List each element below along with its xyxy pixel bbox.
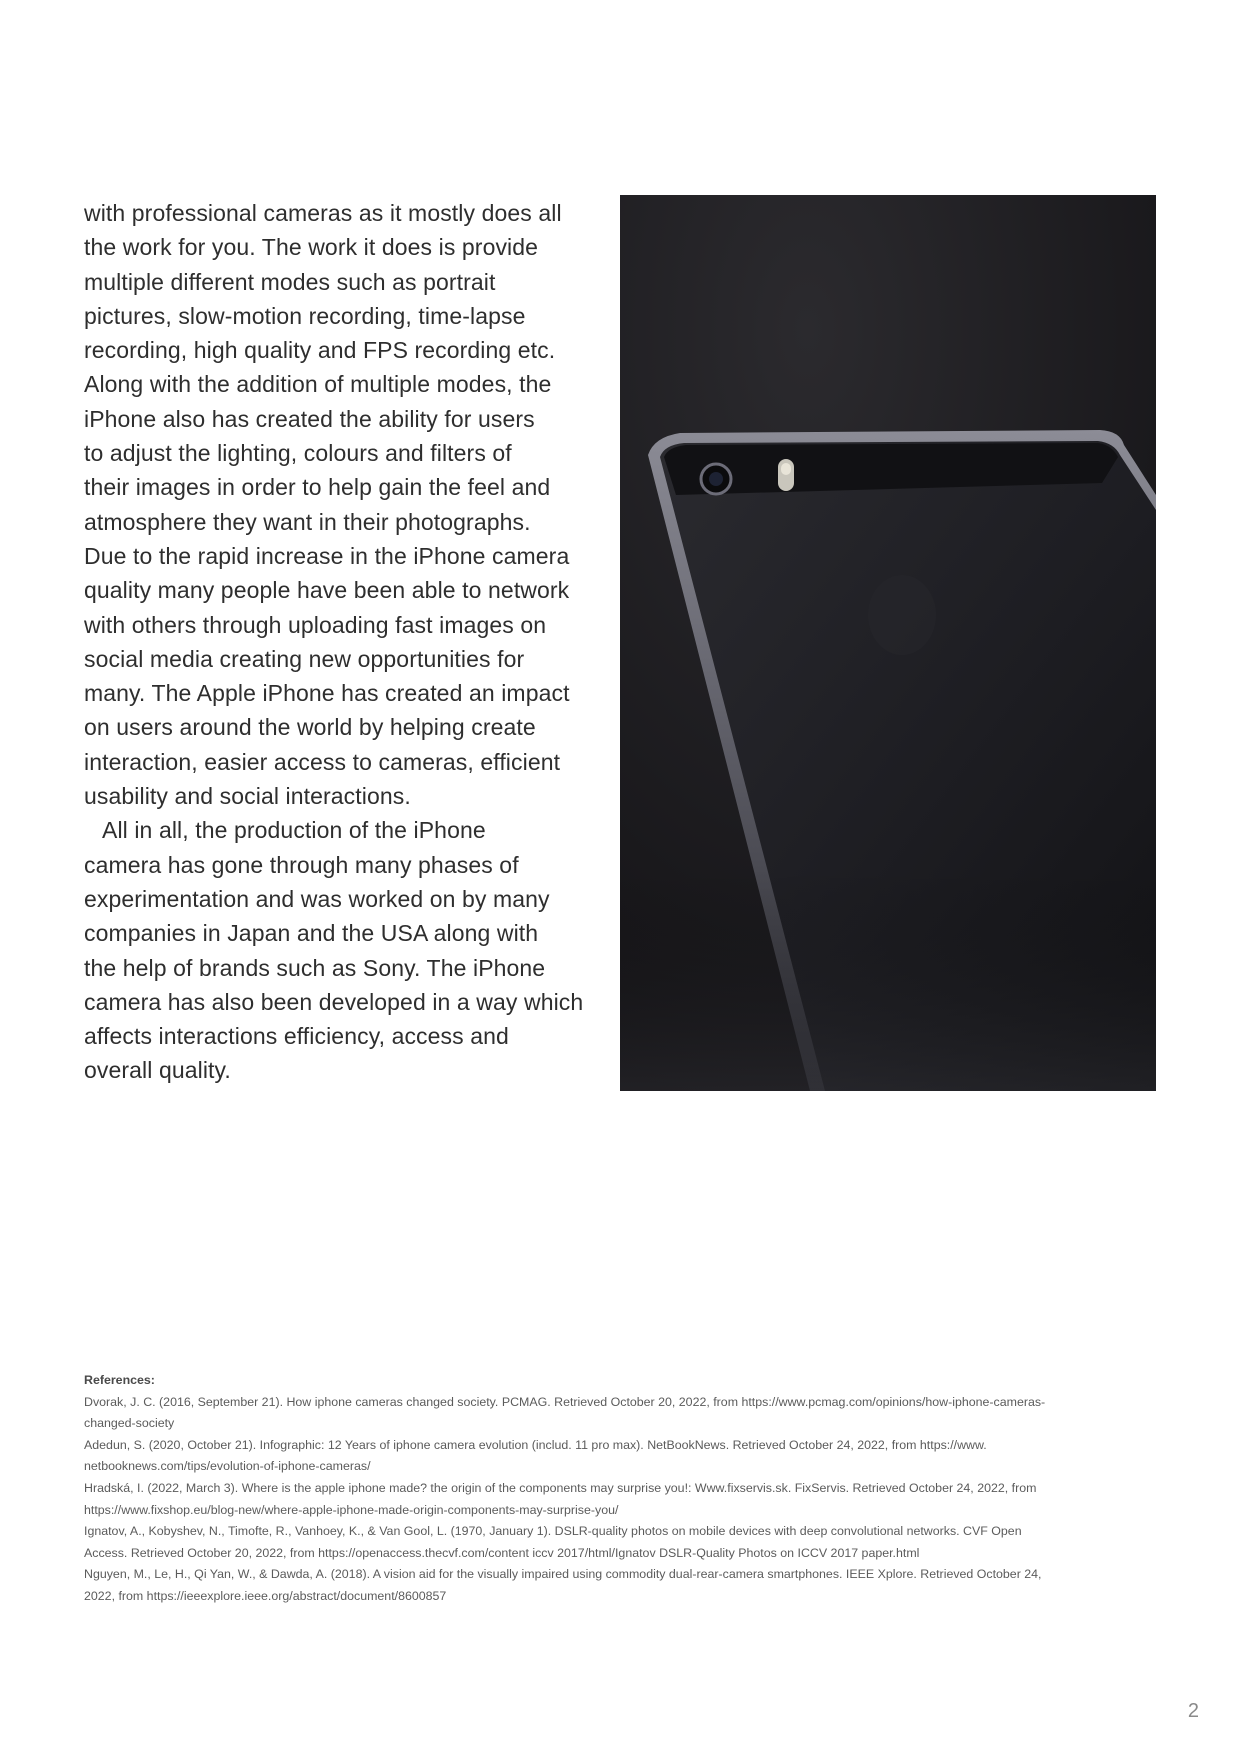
reference-line: Ignatov, A., Kobyshev, N., Timofte, R., Vanhoey, K., & Van Gool, L. (1970, January 1). DSLR-quality photos on mobile devices with deep convolutional networks. CVF Open bbox=[84, 1524, 1022, 1539]
body-line: quality many people have been able to network bbox=[84, 577, 570, 604]
body-line: multiple different modes such as portrait bbox=[84, 268, 496, 295]
body-line: the help of brands such as Sony. The iPhone bbox=[84, 954, 546, 981]
body-line: atmosphere they want in their photographs. bbox=[84, 508, 531, 535]
reference-line: Access. Retrieved October 20, 2022, from https://openaccess.thecvf.com/content iccv 2017/html/Ignatov DSLR-Quality Photos on ICCV 2017 paper.html bbox=[84, 1545, 920, 1560]
body-line: Due to the rapid increase in the iPhone camera bbox=[84, 542, 570, 569]
reference-line: Dvorak, J. C. (2016, September 21). How iphone cameras changed society. PCMAG. Retrieved October 20, 2022, from https://www.pcmag.com/opinions/how-iphone-cameras- bbox=[84, 1394, 1046, 1409]
body-line: on users around the world by helping create bbox=[84, 714, 536, 741]
body-line: camera has gone through many phases of bbox=[84, 851, 519, 878]
body-line: social media creating new opportunities for bbox=[84, 645, 525, 672]
reference-line: Hradská, I. (2022, March 3). Where is the apple iphone made? the origin of the components may surprise you!: Www.fixservis.sk. FixServis. Retrieved October 24, 2022, from bbox=[84, 1480, 1037, 1495]
body-text bbox=[84, 196, 624, 1088]
body-line: companies in Japan and the USA along with bbox=[84, 920, 539, 947]
body-line: recording, high quality and FPS recording etc. bbox=[84, 337, 556, 364]
references bbox=[84, 1370, 1159, 1608]
body-line: overall quality. bbox=[84, 1057, 231, 1084]
reference-line: 2022, from https://ieeexplore.ieee.org/abstract/document/8600857 bbox=[84, 1588, 447, 1603]
body-line: pictures, slow-motion recording, time-lapse bbox=[84, 302, 526, 329]
body-line: affects interactions efficiency, access and bbox=[84, 1023, 509, 1050]
reference-line: Adedun, S. (2020, October 21). Infographic: 12 Years of iphone camera evolution (includ. 11 pro max). NetBookNews. Retrieved October 24, 2022, from https://www. bbox=[84, 1437, 987, 1452]
body-line: usability and social interactions. bbox=[84, 783, 411, 810]
body-line: experimentation and was worked on by many bbox=[84, 885, 550, 912]
body-line: iPhone also has created the ability for users bbox=[84, 405, 535, 432]
body-line: with others through uploading fast images on bbox=[84, 611, 547, 638]
references-title: References: bbox=[84, 1373, 155, 1387]
reference-line: Nguyen, M., Le, H., Qi Yan, W., & Dawda, A. (2018). A vision aid for the visually impaired using commodity dual-rear-camera smartphones. IEEE Xplore. Retrieved October 24, bbox=[84, 1567, 1042, 1582]
body-line: many. The Apple iPhone has created an impact bbox=[84, 680, 570, 707]
phone-illustration bbox=[620, 195, 1156, 1091]
reference-line: netbooknews.com/tips/evolution-of-iphone-cameras/ bbox=[84, 1459, 371, 1474]
body-line: camera has also been developed in a way which bbox=[84, 988, 584, 1015]
phone-photo bbox=[620, 195, 1156, 1091]
body-line: Along with the addition of multiple modes, the bbox=[84, 371, 552, 398]
reference-line: https://www.fixshop.eu/blog-new/where-apple-iphone-made-origin-components-may-surprise-you/ bbox=[84, 1502, 619, 1517]
body-line: interaction, easier access to cameras, efficient bbox=[84, 748, 561, 775]
body-line: with professional cameras as it mostly does all bbox=[84, 200, 562, 226]
body-line: their images in order to help gain the feel and bbox=[84, 474, 551, 501]
reference-line: changed-society bbox=[84, 1416, 175, 1431]
page-number: 2 bbox=[1187, 1700, 1199, 1722]
body-line: to adjust the lighting, colours and filters of bbox=[84, 440, 512, 467]
body-line: All in all, the production of the iPhone bbox=[102, 817, 486, 844]
body-line: the work for you. The work it does is provide bbox=[84, 234, 539, 261]
